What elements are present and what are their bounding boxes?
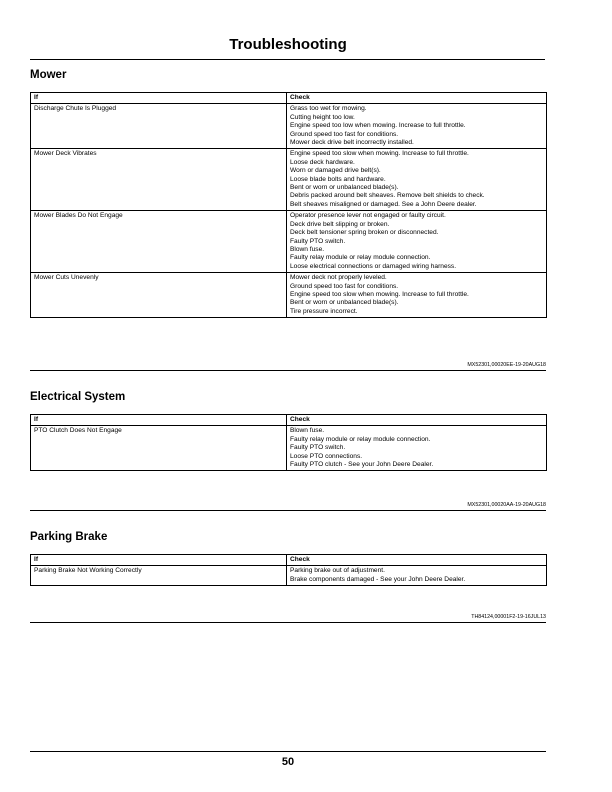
- check-cell: [287, 273, 547, 318]
- section-electrical-system: [30, 391, 546, 471]
- table-body: [31, 566, 547, 586]
- title-rule: [30, 59, 545, 60]
- table-header-row: [31, 555, 547, 566]
- check-item: Loose blade bolts and hardware.: [290, 175, 386, 183]
- check-item: Loose deck hardware.: [290, 158, 355, 166]
- check-item: Engine speed too slow when mowing. Increase to full throttle.: [290, 150, 469, 158]
- check-cell: [287, 104, 547, 149]
- section-heading: Parking Brake: [30, 531, 108, 543]
- check-cell: [287, 566, 547, 586]
- reference-code: MX52301,00020AA-19-20AUG18: [467, 502, 546, 508]
- check-item: Faulty relay module or relay module connection.: [290, 435, 431, 443]
- check-item: Bent or worn or unbalanced blade(s).: [290, 299, 399, 307]
- check-item: Ground speed too fast for conditions.: [290, 282, 399, 290]
- check-item: Engine speed too low when mowing. Increase to full throttle.: [290, 122, 466, 130]
- check-item: Faulty PTO clutch - See your John Deere Dealer.: [290, 461, 434, 469]
- if-cell: Parking Brake Not Working Correctly: [31, 566, 287, 586]
- section-rule: [30, 370, 546, 371]
- column-header-if: If: [31, 93, 287, 104]
- check-item: Operator presence lever not engaged or faulty circuit.: [290, 212, 446, 220]
- table-header-row: [31, 415, 547, 426]
- if-cell: Discharge Chute Is Plugged: [31, 104, 287, 149]
- table-row: [31, 104, 547, 149]
- troubleshooting-table: [30, 554, 547, 586]
- check-item: Faulty PTO switch.: [290, 444, 346, 452]
- check-item: Blown fuse.: [290, 427, 325, 435]
- check-cell: [287, 211, 547, 273]
- check-cell: [287, 426, 547, 471]
- section-mower: [30, 69, 546, 318]
- check-item: Blown fuse.: [290, 245, 325, 253]
- table-row: [31, 211, 547, 273]
- check-item: Tire pressure incorrect.: [290, 307, 358, 315]
- check-item: Engine speed too slow when mowing. Increase to full throttle.: [290, 290, 469, 298]
- column-header-check: Check: [287, 555, 547, 566]
- check-item: Grass too wet for mowing.: [290, 105, 367, 113]
- check-item: Deck belt tensioner spring broken or disconnected.: [290, 229, 439, 237]
- check-item: Loose electrical connections or damaged wiring harness.: [290, 262, 457, 270]
- check-cell: [287, 149, 547, 211]
- check-item: Faulty PTO switch.: [290, 237, 346, 245]
- check-item: Parking brake out of adjustment.: [290, 567, 385, 575]
- troubleshooting-table: [30, 414, 547, 471]
- column-header-if: If: [31, 415, 287, 426]
- if-cell: Mower Deck Vibrates: [31, 149, 287, 211]
- reference-code: TH84124,00001F2-19-16JUL13: [471, 614, 546, 620]
- check-item: Mower deck drive belt incorrectly installed.: [290, 139, 414, 147]
- troubleshooting-table: [30, 92, 547, 318]
- check-item: Deck drive belt slipping or broken.: [290, 220, 390, 228]
- section-parking-brake: [30, 531, 546, 586]
- reference-code: MX52301,00020EE-19-20AUG18: [467, 362, 546, 368]
- column-header-if: If: [31, 555, 287, 566]
- table-body: [31, 426, 547, 471]
- if-cell: Mower Cuts Unevenly: [31, 273, 287, 318]
- check-item: Belt sheaves misaligned or damaged. See a John Deere dealer.: [290, 200, 477, 208]
- check-item: Worn or damaged drive belt(s).: [290, 167, 381, 175]
- check-item: Ground speed too fast for conditions.: [290, 130, 399, 138]
- check-item: Cutting height too low.: [290, 113, 355, 121]
- table-row: [31, 566, 547, 586]
- section-rule: [30, 622, 546, 623]
- table-row: [31, 426, 547, 471]
- table-row: [31, 273, 547, 318]
- check-item: Mower deck not properly leveled.: [290, 274, 387, 282]
- section-heading: Electrical System: [30, 391, 126, 403]
- check-item: Debris packed around belt sheaves. Remove belt shields to check.: [290, 192, 485, 200]
- if-cell: PTO Clutch Does Not Engage: [31, 426, 287, 471]
- section-heading: Mower: [30, 69, 67, 81]
- table-body: [31, 104, 547, 318]
- if-cell: Mower Blades Do Not Engage: [31, 211, 287, 273]
- section-rule: [30, 510, 546, 511]
- footer-rule: [30, 751, 546, 752]
- check-item: Loose PTO connections.: [290, 452, 363, 460]
- table-header-row: [31, 93, 547, 104]
- check-item: Brake components damaged - See your John Deere Dealer.: [290, 575, 466, 583]
- check-item: Faulty relay module or relay module connection.: [290, 254, 431, 262]
- page-title: Troubleshooting: [229, 36, 347, 53]
- column-header-check: Check: [287, 93, 547, 104]
- column-header-check: Check: [287, 415, 547, 426]
- page-number: 50: [281, 756, 295, 768]
- table-row: [31, 149, 547, 211]
- check-item: Bent or worn or unbalanced blade(s).: [290, 184, 399, 192]
